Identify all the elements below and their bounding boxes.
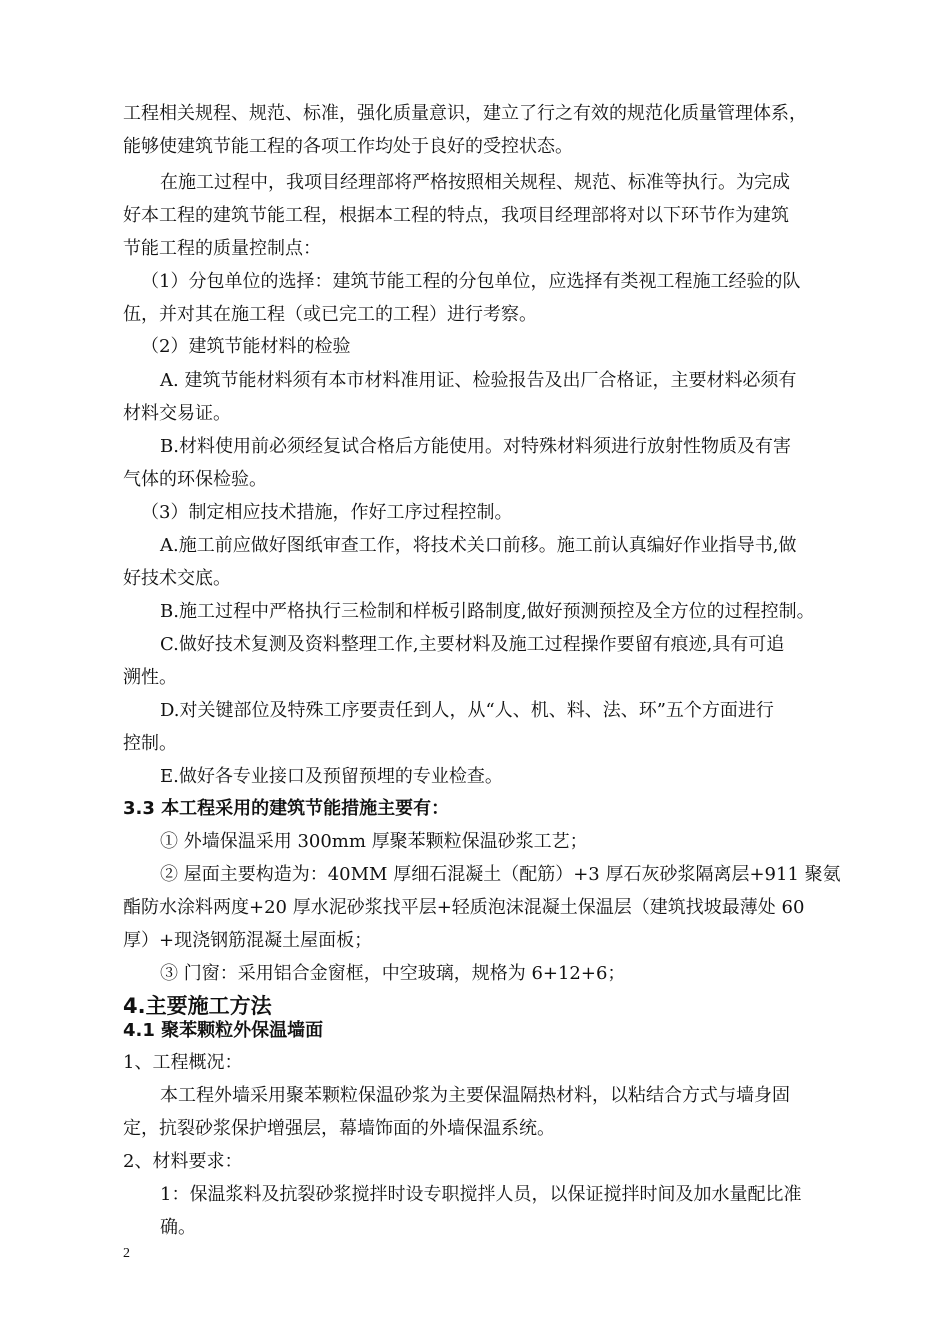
subsection-heading: 4.1 聚苯颗粒外保温墙面 — [123, 1020, 324, 1041]
body-line: 2、材料要求： — [123, 1151, 243, 1172]
body-line: 酯防水涂料两度+20 厚水泥砂浆找平层+轻质泡沫混凝土保温层（建筑找坡最薄处 60 — [123, 897, 805, 918]
section-heading: 3.3 本工程采用的建筑节能措施主要有： — [123, 798, 450, 819]
body-line: 能够使建筑节能工程的各项工作均处于良好的受控状态。 — [123, 136, 573, 157]
body-line: （3）制定相应技术措施，作好工序过程控制。 — [141, 502, 513, 523]
body-line: 厚）+现浇钢筋混凝土屋面板； — [123, 930, 373, 951]
body-line: ① 外墙保温采用 300mm 厚聚苯颗粒保温砂浆工艺； — [160, 831, 588, 852]
body-line: B.材料使用前必须经复试合格后方能使用。对特殊材料须进行放射性物质及有害 — [160, 436, 791, 457]
body-line: （2）建筑节能材料的检验 — [141, 336, 351, 357]
body-line: 本工程外墙采用聚苯颗粒保温砂浆为主要保温隔热材料，以粘结合方式与墙身固 — [160, 1085, 790, 1106]
body-line: 气体的环保检验。 — [123, 469, 267, 490]
body-line: 好技术交底。 — [123, 568, 231, 589]
body-line: 伍，并对其在施工程（或已完工的工程）进行考察。 — [123, 304, 537, 325]
body-line: B.施工过程中严格执行三检制和样板引路制度,做好预测预控及全方位的过程控制。 — [160, 601, 815, 622]
body-line: ③ 门窗：采用铝合金窗框，中空玻璃，规格为 6+12+6； — [160, 963, 626, 984]
body-line: ② 屋面主要构造为：40MM 厚细石混凝土（配筋）+3 厚石灰砂浆隔离层+911 聚氨 — [160, 864, 841, 885]
body-line: E.做好各专业接口及预留预埋的专业检查。 — [160, 766, 503, 787]
body-line: A.施工前应做好图纸审查工作，将技术关口前移。施工前认真编好作业指导书,做 — [160, 535, 797, 556]
body-line: 工程相关规程、规范、标准，强化质量意识，建立了行之有效的规范化质量管理体系， — [123, 103, 807, 124]
body-line: 在施工过程中，我项目经理部将严格按照相关规程、规范、标准等执行。为完成 — [160, 172, 790, 193]
chapter-heading: 4.主要施工方法 — [123, 994, 272, 1018]
body-line: D.对关键部位及特殊工序要责任到人，从“人、机、料、法、环”五个方面进行 — [160, 700, 774, 721]
body-line: 材料交易证。 — [123, 403, 231, 424]
body-line: 1、工程概况： — [123, 1052, 243, 1073]
body-line: 1：保温浆料及抗裂砂浆搅拌时设专职搅拌人员，以保证搅拌时间及加水量配比准 — [160, 1184, 802, 1205]
page-number: 2 — [123, 1246, 130, 1261]
body-line: A. 建筑节能材料须有本市材料准用证、检验报告及出厂合格证，主要材料必须有 — [160, 370, 797, 391]
body-line: （1）分包单位的选择：建筑节能工程的分包单位，应选择有类视工程施工经验的队 — [141, 271, 801, 292]
body-line: 节能工程的质量控制点： — [123, 238, 321, 259]
body-line: 确。 — [160, 1217, 196, 1238]
body-line: 定，抗裂砂浆保护增强层，幕墙饰面的外墙保温系统。 — [123, 1118, 555, 1139]
body-line: C.做好技术复测及资料整理工作,主要材料及施工过程操作要留有痕迹,具有可追 — [160, 634, 785, 655]
body-line: 溯性。 — [123, 667, 177, 688]
body-line: 好本工程的建筑节能工程，根据本工程的特点，我项目经理部将对以下环节作为建筑 — [123, 205, 789, 226]
body-line: 控制。 — [123, 733, 177, 754]
